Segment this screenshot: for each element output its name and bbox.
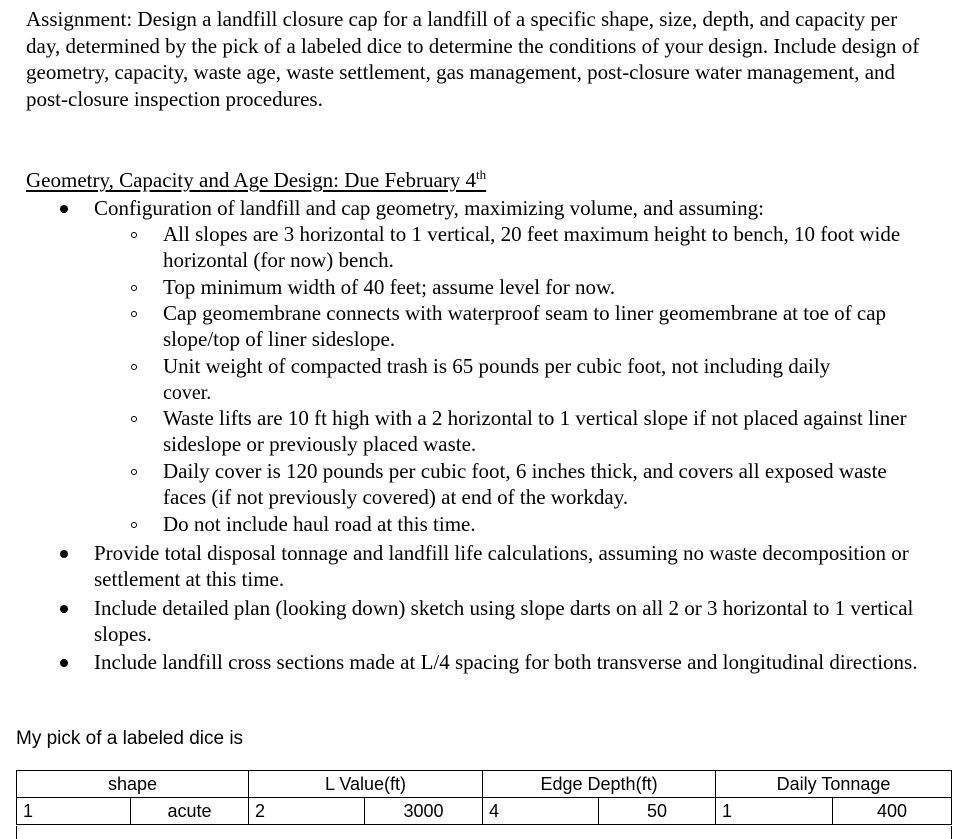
bullet-icon <box>60 659 68 667</box>
sub-bullet-text: Do not include haul road at this time. <box>163 512 476 536</box>
sub-bullet-icon <box>131 469 137 475</box>
sub-bullet-text: Daily cover is 120 pounds per cubic foot, 6 inches thick, and covers all exposed waste faces (if not previously covered) at end of the workday. <box>163 459 887 509</box>
sub-bullet-text-tail: cover. <box>163 382 212 404</box>
bullet-text: Include landfill cross sections made at L/4 spacing for both transverse and longitudinal directions. <box>94 650 918 674</box>
bullet-item <box>94 195 944 221</box>
table-continuation <box>16 826 952 839</box>
dice-value-cell: 50 <box>599 798 716 825</box>
sub-bullet-text: Cap geomembrane connects with waterproof seam to liner geomembrane at toe of cap slope/top of liner sideslope. <box>163 301 887 351</box>
bullet-item <box>94 649 944 675</box>
bullet-text: Provide total disposal tonnage and landfill life calculations, assuming no waste decomposition or settlement at this time. <box>94 541 909 591</box>
section-heading <box>26 167 486 193</box>
section-heading-sup: th <box>476 167 487 182</box>
dice-label: My pick of a labeled dice is <box>16 728 244 749</box>
dice-header-row <box>17 771 952 798</box>
sub-bullet-item <box>163 274 933 300</box>
sub-bullet-icon <box>131 416 137 422</box>
dice-value-row <box>17 798 952 825</box>
dice-header-cell: shape <box>17 771 249 798</box>
dice-value-cell: 2 <box>249 798 365 825</box>
sub-bullet-item <box>163 353 933 406</box>
dice-value-cell: 4 <box>483 798 599 825</box>
sub-bullet-item <box>163 511 933 537</box>
sub-bullet-item <box>163 221 933 273</box>
section-heading-text: Geometry, Capacity and Age Design: Due February 4 <box>26 168 477 192</box>
dice-header-cell: Daily Tonnage <box>716 771 952 798</box>
bullet-text: Include detailed plan (looking down) sketch using slope darts on all 2 or 3 horizontal to 1 vertical slopes. <box>94 596 914 646</box>
sub-bullet-item <box>163 405 933 457</box>
sub-bullet-icon <box>131 232 137 238</box>
dice-value-cell: 3000 <box>365 798 483 825</box>
bullet-icon <box>60 605 68 613</box>
sub-bullet-icon <box>131 522 137 528</box>
assignment-paragraph: Assignment: Design a landfill closure cap for a landfill of a specific shape, size, depth, and capacity per day, determined by the pick of a labeled dice to determine the conditions of your design. Include design of geometry, capacity, waste age, waste settlement, gas management, post-closure water management, and post-closure inspection procedures. <box>26 7 920 111</box>
sub-bullet-icon <box>131 311 137 317</box>
dice-value-cell: 1 <box>17 798 131 825</box>
dice-value-cell: acute <box>131 798 249 825</box>
dice-value-cell: 1 <box>716 798 833 825</box>
sub-bullet-text: Top minimum width of 40 feet; assume level for now. <box>163 275 616 299</box>
dice-table <box>16 770 952 825</box>
sub-bullet-item <box>163 458 933 510</box>
sub-bullet-icon <box>131 364 137 370</box>
bullet-icon <box>60 550 68 558</box>
bullet-text: Configuration of landfill and cap geometry, maximizing volume, and assuming: <box>94 196 764 220</box>
dice-value-cell: 400 <box>833 798 952 825</box>
bullet-item <box>94 595 944 647</box>
sub-bullet-text: Waste lifts are 10 ft high with a 2 horizontal to 1 vertical slope if not placed against liner sideslope or previously placed waste. <box>163 406 907 456</box>
sub-bullet-text: Unit weight of compacted trash is 65 pounds per cubic foot, not including daily <box>163 354 831 378</box>
bullet-icon <box>60 205 68 213</box>
dice-header-cell: Edge Depth(ft) <box>483 771 716 798</box>
sub-bullet-item <box>163 300 933 352</box>
sub-bullet-text: All slopes are 3 horizontal to 1 vertical, 20 feet maximum height to bench, 10 foot wide horizontal (for now) bench. <box>163 222 901 272</box>
bullet-item <box>94 540 944 592</box>
sub-bullet-icon <box>131 285 137 291</box>
dice-header-cell: L Value(ft) <box>249 771 483 798</box>
